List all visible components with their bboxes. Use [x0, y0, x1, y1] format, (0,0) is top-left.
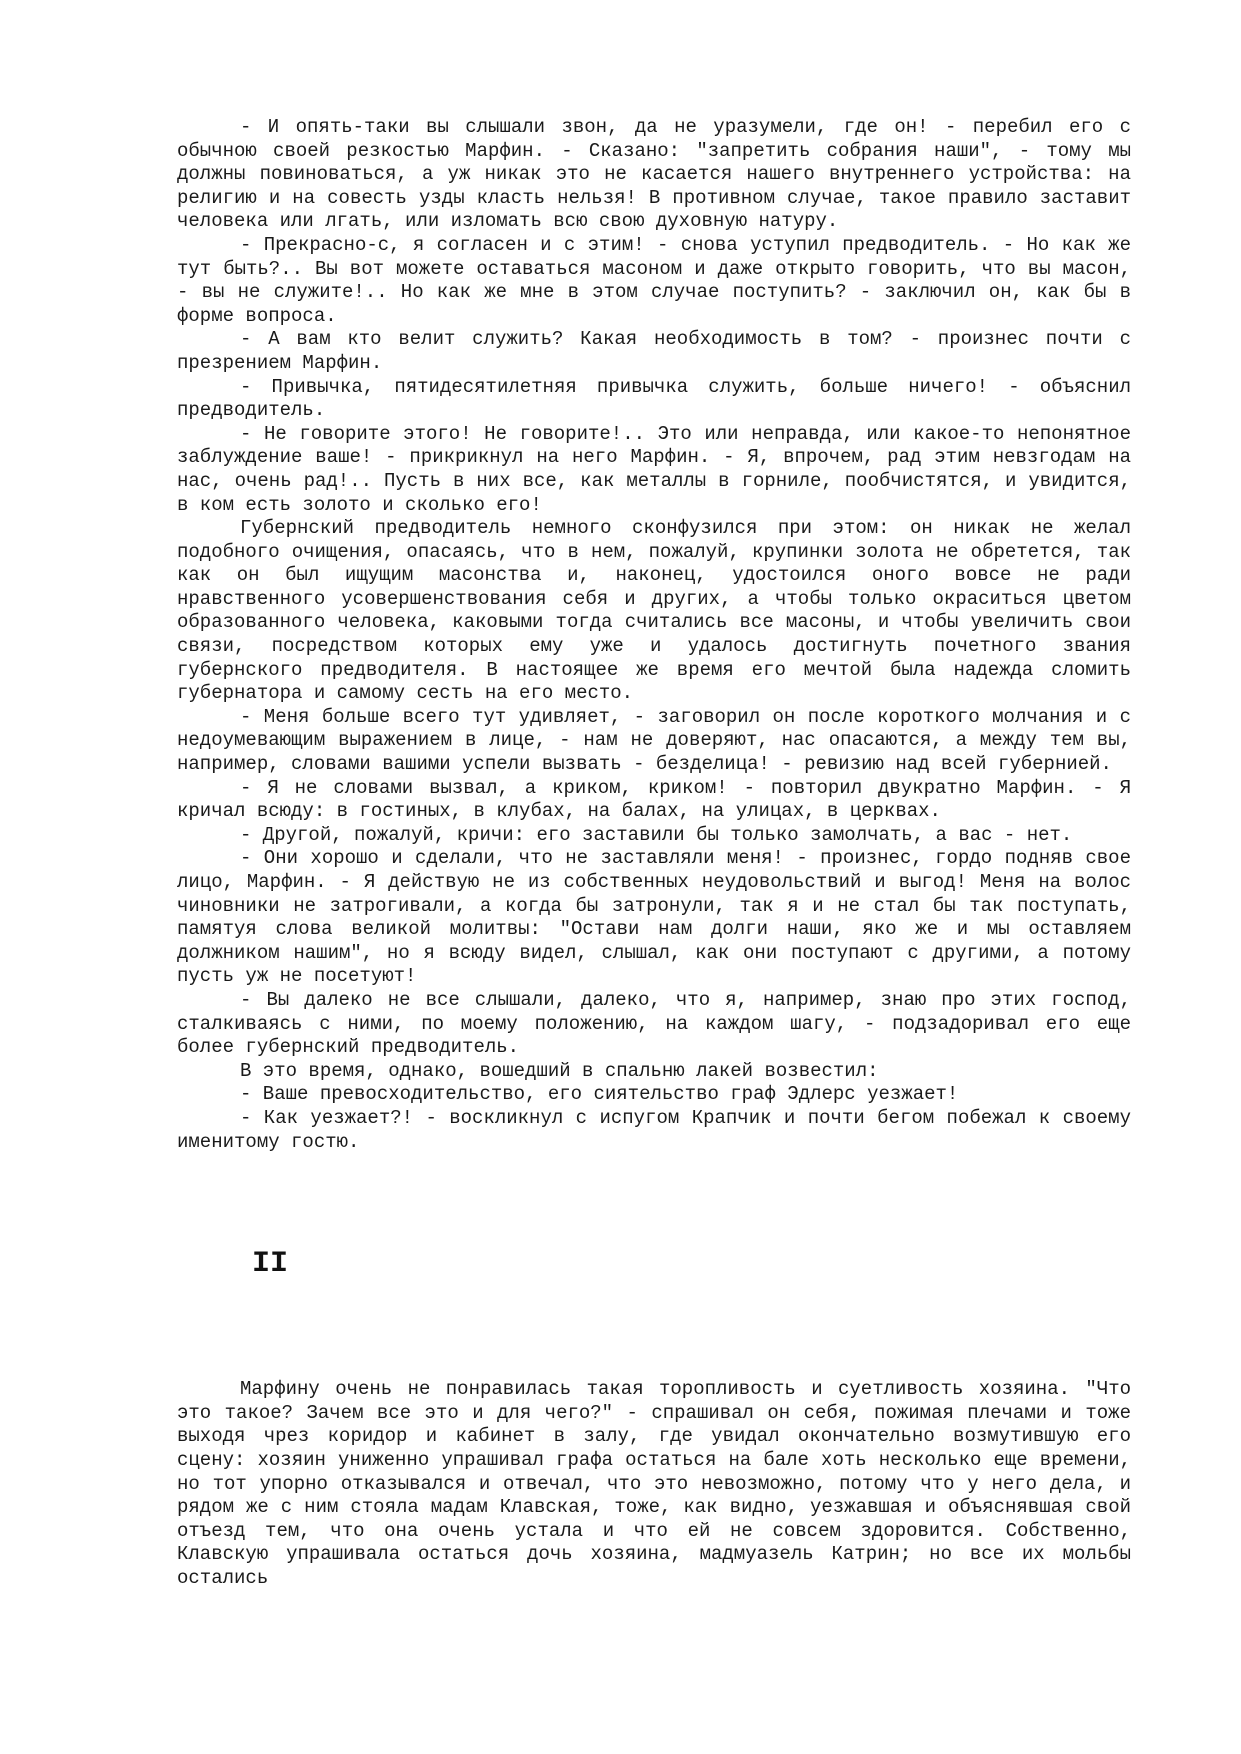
paragraph: - Как уезжает?! - воскликнул с испугом Крапчик и почти бегом побежал к своему именитому гостю.	[177, 1106, 1131, 1153]
paragraph: - Вы далеко не все слышали, далеко, что я, например, знаю про этих господ, сталкиваясь с ними, по моему положению, на каждом шагу, - подзадоривал его еще более губернский предводитель.	[177, 988, 1131, 1059]
paragraph: - Не говорите этого! Не говорите!.. Это или неправда, или какое-то непонятное заблуждение ваше! - прикрикнул на него Марфин. - Я, впрочем, рад этим невзгодам на нас, очень рад!.. Пусть в них все, как металлы в горниле, пообчистятся, и увидится, в ком есть золото и сколько его!	[177, 422, 1131, 516]
paragraph: - Они хорошо и сделали, что не заставляли меня! - произнес, гордо подняв свое лицо, Марфин. - Я действую не из собственных неудовольствий и выгод! Меня на волос чиновники не затрогивали, а когда бы затронули, так я и не стал бы так поступать, памятуя слова великой молитвы: "Остави нам долги наши, яко же и мы оставляем должником нашим", но я всюду видел, слышал, как они поступают с другими, а потому пусть уж не посетуют!	[177, 847, 1131, 988]
paragraph: Губернский предводитель немного сконфузился при этом: он никак не желал подобного очищения, опасаясь, что в нем, пожалуй, крупинки золота не обретется, так как он был ищущим масонства и, наконец, удостоился оного вовсе не ради нравственного усовершенствования себя и других, а чтобы только окраситься цветом образованного человека, каковыми тогда считались все масоны, и чтобы увеличить свои связи, посредством которых ему уже и удалось достигнуть почетного звания губернского предводителя. В настоящее же время его мечтой была надежда сломить губернатора и самому сесть на его место.	[177, 517, 1131, 705]
text-block-after	[177, 1378, 1131, 1590]
page-content	[177, 116, 1131, 1590]
paragraph: - А вам кто велит служить? Какая необходимость в том? - произнес почти с презрением Марфин.	[177, 328, 1131, 374]
text-block-before	[177, 116, 1131, 1154]
paragraph: - Меня больше всего тут удивляет, - заговорил он после короткого молчания и с недоумевающим выражением в лице, - нам не доверяют, нас опасаются, а между тем вы, например, словами вашими успели вызвать - безделица! - ревизию над всей губернией.	[177, 705, 1131, 776]
spacer	[177, 1282, 1131, 1378]
paragraph: - Привычка, пятидесятилетняя привычка служить, больше ничего! - объяснил предводитель.	[177, 375, 1131, 422]
chapter-heading: II	[252, 1247, 289, 1282]
paragraph: В это время, однако, вошедший в спальню лакей возвестил:	[240, 1059, 879, 1082]
paragraph: - Прекрасно-с, я согласен и с этим! - снова уступил предводитель. - Но как же тут быть?.. Вы вот можете оставаться масоном и даже открыто говорить, что вы масон, - вы не служите!.. Но как же мне в этом случае поступить? - заключил он, как бы в форме вопроса.	[177, 233, 1131, 327]
paragraph: - Я не словами вызвал, а криком, криком! - повторил двукратно Марфин. - Я кричал всюду: в гостиных, в клубах, на балах, на улицах, в церквах.	[177, 776, 1131, 823]
paragraph: - Ваше превосходительство, его сиятельство граф Эдлерс уезжает!	[240, 1083, 959, 1106]
paragraph: - И опять-таки вы слышали звон, да не уразумели, где он! - перебил его с обычною своей резкостью Марфин. - Сказано: "запретить собрания наши", - тому мы должны повиноваться, а уж никак это не касается нашего внутреннего устройства: на религию и на совесть узды класть нельзя! В противном случае, такое правило заставит человека или лгать, или изломать всю свою духовную натуру.	[177, 116, 1131, 233]
paragraph: Марфину очень не понравилась такая торопливость и суетливость хозяина. "Что это такое? Зачем все это и для чего?" - спрашивал он себя, пожимая плечами и тоже выходя чрез коридор и кабинет в залу, где увидал окончательно возмутившую его сцену: хозяин униженно упрашивал графа остаться на бале хоть несколько еще времени, но тот упорно отказывался и отвечал, что это невозможно, потому что у него дела, и рядом же с ним стояла мадам Клавская, тоже, как видно, уезжавшая и объяснявшая свой отъезд тем, что она очень устала и что ей не совсем здоровится. Собственно, Клавскую упрашивала остаться дочь хозяина, мадмуазель Катрин; но все их мольбы остались	[177, 1378, 1131, 1589]
paragraph: - Другой, пожалуй, кричи: его заставили бы только замолчать, а вас - нет.	[240, 823, 1073, 846]
spacer	[177, 1154, 1131, 1246]
